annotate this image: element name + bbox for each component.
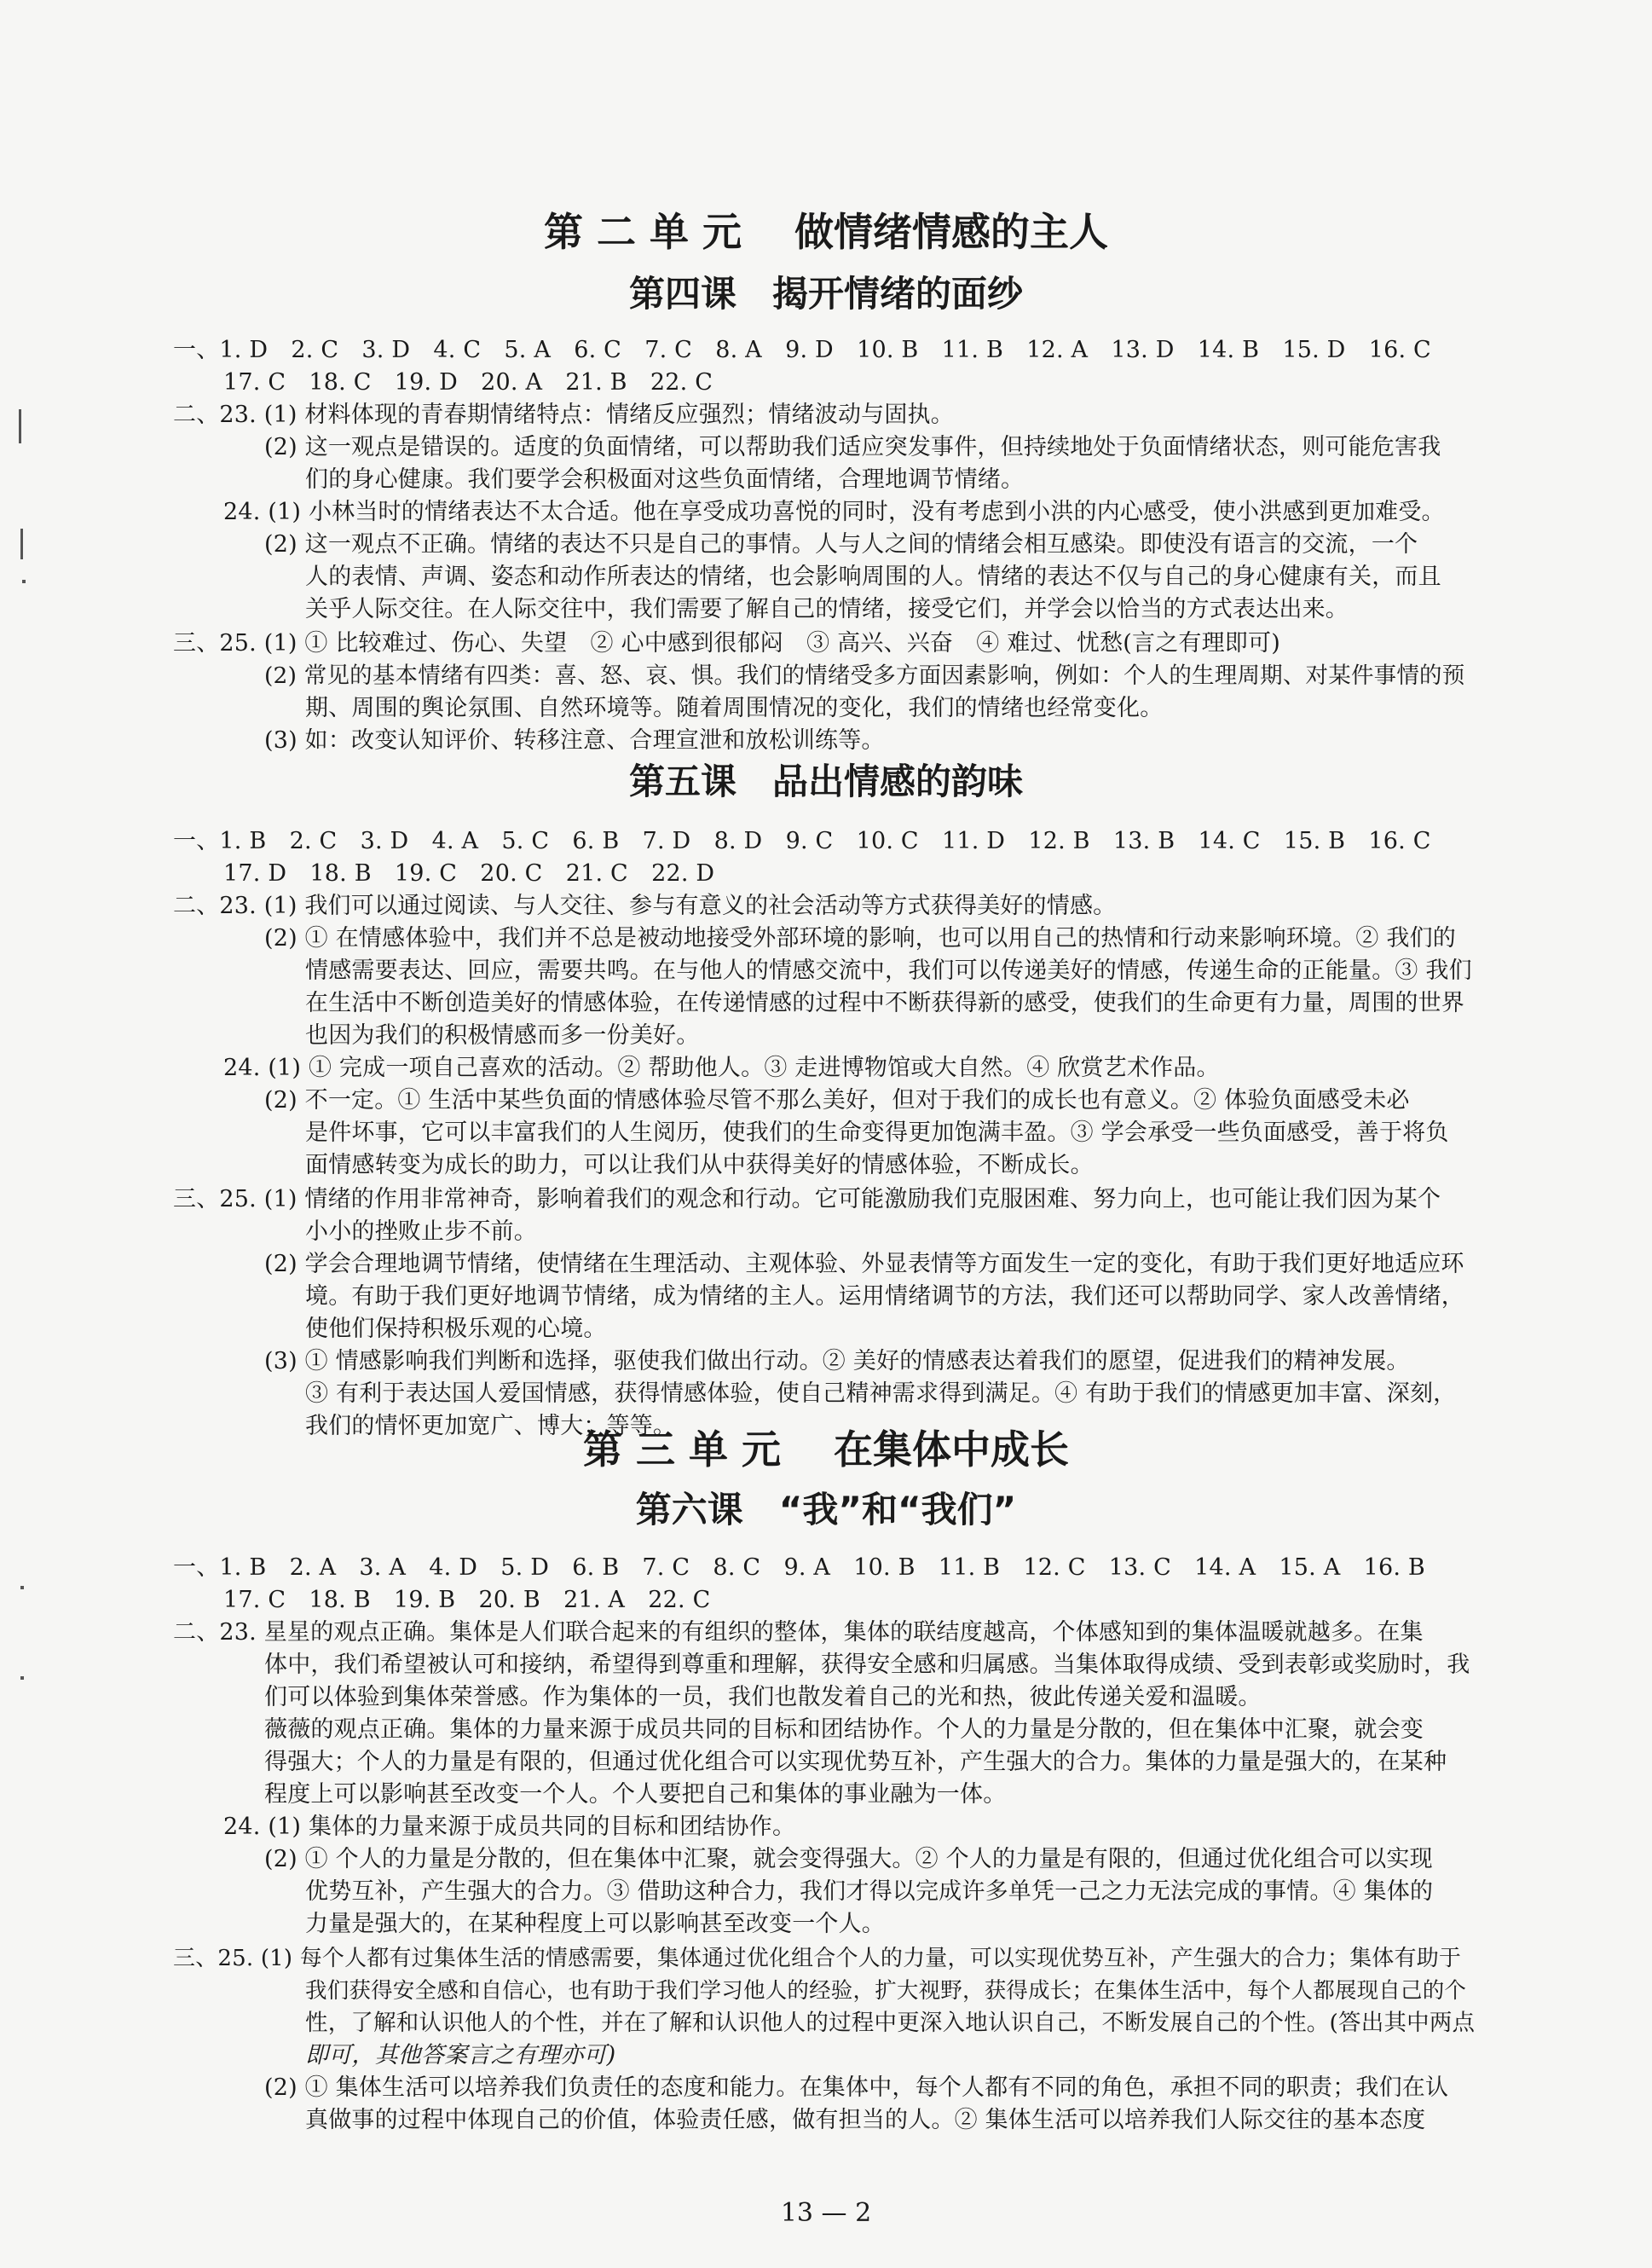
lesson5-line: 情感需要表达、回应，需要共鸣。在与他人的情感交流中，我们可以传递美好的情感，传递生命的正能量。③ 我们	[305, 958, 1472, 984]
lesson6-line: 二、23. 星星的观点正确。集体是人们联合起来的有组织的整体，集体的联结度越高，个体感知到的集体温暖就越多。在集	[173, 1619, 1424, 1646]
lesson5-line: 也因为我们的积极情感而多一份美好。	[305, 1022, 700, 1049]
lesson4-line: 一、1. D 2. C 3. D 4. C 5. A 6. C 7. C 8. A 9. D 10. B 11. B 12. A 13. D 14. B 15. D 16. C	[173, 337, 1431, 363]
lesson5-line: 境。有助于我们更好地调节情绪，成为情绪的主人。运用情绪调节的方法，我们还可以帮助同学、家人改善情绪，	[305, 1283, 1464, 1310]
lesson5-line: 面情感转变为成长的助力，可以让我们从中获得美好的情感体验，不断成长。	[305, 1152, 1094, 1178]
lesson5-line: 17. D 18. B 19. C 20. C 21. C 22. D	[223, 860, 715, 887]
lesson5-line: (2) ① 在情感体验中，我们并不总是被动地接受外部环境的影响，也可以用自己的热情和行动来影响环境。② 我们的	[264, 925, 1456, 952]
lesson5-line: 24. (1) ① 完成一项自己喜欢的活动。② 帮助他人。③ 走进博物馆或大自然。④ 欣赏艺术作品。	[223, 1055, 1220, 1081]
lesson5-line: (2) 学会合理地调节情绪，使情绪在生理活动、主观体验、外显表情等方面发生一定的变化，有助于我们更好地适应环	[264, 1251, 1464, 1277]
lesson5-line: ③ 有利于表达国人爱国情感，获得情感体验，使自己精神需求得到满足。④ 有助于我们的情感更加丰富、深刻，	[305, 1380, 1457, 1407]
lesson6-line: 优势互补，产生强大的合力。③ 借助这种合力，我们才得以完成许多单凭一己之力无法完成的事情。④ 集体的	[305, 1878, 1434, 1905]
lesson4-line: 17. C 18. C 19. D 20. A 21. B 22. C	[223, 369, 713, 396]
lesson6-line: 真做事的过程中体现自己的价值，体验责任感，做有担当的人。② 集体生活可以培养我们人际交往的基本态度	[305, 2107, 1426, 2133]
unit2-title: 第 二 单 元 做情绪情感的主人	[543, 209, 1109, 255]
unit3-title: 第 三 单 元 在集体中成长	[582, 1426, 1070, 1472]
lesson4-line: (2) 常见的基本情绪有四类：喜、怒、哀、惧。我们的情绪受多方面因素影响，例如：个人的生理周期、对某件事情的预	[264, 662, 1465, 689]
lesson4-line: 们的身心健康。我们要学会积极面对这些负面情绪，合理地调节情绪。	[305, 466, 1025, 493]
lesson6-line: 17. C 18. B 19. B 20. B 21. A 22. C	[223, 1587, 711, 1613]
lesson4-line: 24. (1) 小林当时的情绪表达不太合适。他在享受成功喜悦的同时，没有考虑到小洪的内心感受，使小洪感到更加难受。	[223, 499, 1445, 525]
page-number: 13 — 2	[780, 2198, 872, 2228]
lesson6-line: (2) ① 集体生活可以培养我们负责任的态度和能力。在集体中，每个人都有不同的角色，承担不同的职责；我们在认	[264, 2074, 1449, 2101]
lesson6-line: 一、1. B 2. A 3. A 4. D 5. D 6. B 7. C 8. C 9. A 10. B 11. B 12. C 13. C 14. A 15. A 16. B	[173, 1554, 1425, 1581]
lesson6-line: 24. (1) 集体的力量来源于成员共同的目标和团结协作。	[223, 1814, 796, 1840]
lesson5-line: 使他们保持积极乐观的心境。	[305, 1316, 607, 1342]
lesson6-line: 力量是强大的，在某种程度上可以影响甚至改变一个人。	[305, 1911, 885, 1937]
scan-mark	[22, 580, 26, 583]
lesson4-line: 期、周围的舆论氛围、自然环境等。随着周围情况的变化，我们的情绪也经常变化。	[305, 695, 1164, 721]
lesson4-line: (3) 如：改变认知评价、转移注意、合理宣泄和放松训练等。	[264, 727, 885, 754]
lesson5-line: 我们的情怀更加宽广、博大；等等。	[305, 1413, 677, 1439]
lesson6-line: 程度上可以影响甚至改变一个人。个人要把自己和集体的事业融为一体。	[264, 1781, 1007, 1808]
lesson6-title: 第六课 “我”和“我们”	[635, 1489, 1017, 1530]
lesson6-line: (2) ① 个人的力量是分散的，但在集体中汇聚，就会变得强大。② 个人的力量是有限的，但通过优化组合可以实现	[264, 1846, 1433, 1872]
lesson5-line: 二、23. (1) 我们可以通过阅读、与人交往、参与有意义的社会活动等方式获得美好的情感。	[173, 893, 1117, 919]
scan-mark	[20, 1586, 24, 1589]
lesson4-title: 第四课 揭开情绪的面纱	[628, 273, 1023, 315]
lesson4-line: (2) 这一观点不正确。情绪的表达不只是自己的事情。人与人之间的情绪会相互感染。即使没有语言的交流，一个	[264, 531, 1418, 558]
lesson4-line: 关乎人际交往。在人际交往中，我们需要了解自己的情绪，接受它们，并学会以恰当的方式表达出来。	[305, 596, 1349, 622]
lesson5-line: (3) ① 情感影响我们判断和选择，驱使我们做出行动。② 美好的情感表达着我们的愿望，促进我们的精神发展。	[264, 1348, 1410, 1374]
lesson6-line: 三、25. (1) 每个人都有过集体生活的情感需要，集体通过优化组合个人的力量，可以实现优势互补，产生强大的合力；集体有助于	[173, 1946, 1462, 1971]
lesson6-line: 我们获得安全感和自信心，也有助于我们学习他人的经验，扩大视野，获得成长；在集体生活中，每个人都展现自己的个	[305, 1978, 1467, 2004]
lesson5-line: 小小的挫败止步不前。	[305, 1218, 537, 1245]
scan-mark	[20, 529, 23, 559]
lesson6-line: 得强大；个人的力量是有限的，但通过优化组合可以实现优势互补，产生强大的合力。集体的力量是强大的，在某种	[264, 1749, 1447, 1775]
lesson6-line: 体中，我们希望被认可和接纳，希望得到尊重和理解，获得安全感和归属感。当集体取得成绩、受到表彰或奖励时，我	[264, 1652, 1470, 1678]
lesson4-line: 二、23. (1) 材料体现的青春期情绪特点：情绪反应强烈；情绪波动与固执。	[173, 402, 954, 428]
lesson6-line: 薇薇的观点正确。集体的力量来源于成员共同的目标和团结协作。个人的力量是分散的，但在集体中汇聚，就会变	[264, 1716, 1424, 1743]
lesson5-title: 第五课 品出情感的韵味	[628, 761, 1023, 802]
lesson4-line: 三、25. (1) ① 比较难过、伤心、失望 ② 心中感到很郁闷 ③ 高兴、兴奋 ④ 难过、忧愁(言之有理即可)	[173, 630, 1280, 657]
scan-mark	[20, 1676, 24, 1680]
lesson5-line: 三、25. (1) 情绪的作用非常神奇，影响着我们的观念和行动。它可能激励我们克服困难、努力向上，也可能让我们因为某个	[173, 1186, 1441, 1212]
lesson6-line: 即可，其他答案言之有理亦可)	[305, 2042, 616, 2068]
lesson4-line: (2) 这一观点是错误的。适度的负面情绪，可以帮助我们适应突发事件，但持续地处于负面情绪状态，则可能危害我	[264, 434, 1441, 460]
lesson5-line: 一、1. B 2. C 3. D 4. A 5. C 6. B 7. D 8. D 9. C 10. C 11. D 12. B 13. B 14. C 15. B 16. C	[173, 828, 1431, 854]
lesson5-line: 是件坏事，它可以丰富我们的人生阅历，使我们的生命变得更加饱满丰盈。③ 学会承受一些负面感受，善于将负	[305, 1120, 1449, 1146]
lesson4-line: 人的表情、声调、姿态和动作所表达的情绪，也会影响周围的人。情绪的表达不仅与自己的身心健康有关，而且	[305, 564, 1441, 590]
lesson5-line: (2) 不一定。① 生活中某些负面的情感体验尽管不那么美好，但对于我们的成长也有意义。② 体验负面感受未必	[264, 1087, 1410, 1114]
scan-mark	[19, 409, 21, 443]
lesson5-line: 在生活中不断创造美好的情感体验，在传递情感的过程中不断获得新的感受，使我们的生命更有力量，周围的世界	[305, 990, 1464, 1016]
lesson6-line: 们可以体验到集体荣誉感。作为集体的一员，我们也散发着自己的光和热，彼此传递关爱和温暖。	[264, 1684, 1262, 1710]
lesson6-line: 性，了解和认识他人的个性，并在了解和认识他人的过程中更深入地认识自己，不断发展自己的个性。(答出其中两点	[305, 2010, 1476, 2036]
